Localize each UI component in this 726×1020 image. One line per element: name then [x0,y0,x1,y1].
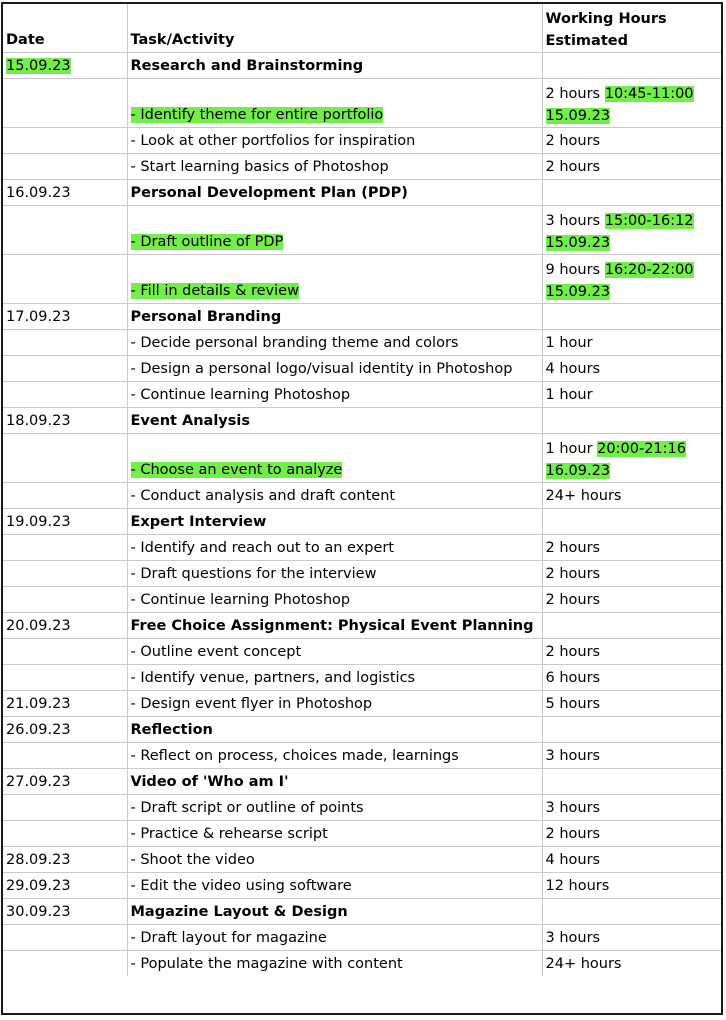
task-cell[interactable]: - Look at other portfolios for inspiration [127,128,542,154]
section-title-cell[interactable]: Research and Brainstorming [127,53,542,79]
hours-cell[interactable]: 2 hours [542,821,721,847]
section-title-cell[interactable]: Free Choice Assignment: Physical Event Planning [127,613,542,639]
date-cell[interactable]: 19.09.23 [3,509,127,535]
table-row [3,483,721,509]
table-row [3,79,721,128]
table-row [3,53,721,79]
task-cell[interactable]: - Start learning basics of Photoshop [127,154,542,180]
hours-cell[interactable] [542,769,721,795]
date-cell[interactable] [3,330,127,356]
table-row [3,873,721,899]
hours-cell[interactable]: 3 hours 15:00-16:12 15.09.23 [542,206,721,255]
task-cell[interactable]: - Identify theme for entire portfolio [127,79,542,128]
hours-cell[interactable]: 9 hours 16:20-22:00 15.09.23 [542,255,721,304]
date-cell[interactable] [3,356,127,382]
date-cell[interactable] [3,206,127,255]
table-row [3,613,721,639]
section-title-cell[interactable]: Personal Branding [127,304,542,330]
time-log-note: 20:00-21:16 16.09.23 [545,441,686,479]
header-hours[interactable]: Working Hours Estimated [542,4,721,53]
table-row [3,408,721,434]
date-cell[interactable]: 29.09.23 [3,873,127,899]
date-cell[interactable] [3,743,127,769]
header-task[interactable]: Task/Activity [127,4,542,53]
task-cell[interactable]: - Practice & rehearse script [127,821,542,847]
date-cell[interactable] [3,665,127,691]
table-row [3,665,721,691]
spreadsheet [1,2,723,1015]
hours-cell[interactable] [542,408,721,434]
header-date[interactable]: Date [3,4,127,53]
task-cell[interactable]: - Design event flyer in Photoshop [127,691,542,717]
table-row [3,951,721,977]
date-cell[interactable] [3,434,127,483]
hours-cell[interactable] [542,899,721,925]
task-cell[interactable]: - Design a personal logo/visual identity in Photoshop [127,356,542,382]
hours-cell[interactable]: 24+ hours [542,951,721,977]
date-cell[interactable]: 26.09.23 [3,717,127,743]
task-cell[interactable]: - Decide personal branding theme and colors [127,330,542,356]
hours-cell[interactable] [542,53,721,79]
task-cell[interactable]: - Reflect on process, choices made, learnings [127,743,542,769]
date-cell[interactable]: 18.09.23 [3,408,127,434]
date-cell[interactable] [3,128,127,154]
table-row [3,561,721,587]
hours-cell[interactable]: 1 hour [542,330,721,356]
hours-cell[interactable]: 3 hours [542,743,721,769]
section-title-cell[interactable]: Personal Development Plan (PDP) [127,180,542,206]
date-cell[interactable]: 21.09.23 [3,691,127,717]
table-row [3,639,721,665]
hours-cell[interactable]: 2 hours [542,587,721,613]
task-cell[interactable]: - Edit the video using software [127,873,542,899]
date-cell[interactable] [3,951,127,977]
table-row [3,925,721,951]
table-row [3,154,721,180]
section-title-cell[interactable]: Expert Interview [127,509,542,535]
date-cell[interactable]: 17.09.23 [3,304,127,330]
date-cell[interactable] [3,795,127,821]
task-cell[interactable]: - Fill in details & review [127,255,542,304]
date-cell[interactable] [3,535,127,561]
table-row [3,356,721,382]
date-cell[interactable] [3,821,127,847]
table-row [3,255,721,304]
date-cell[interactable] [3,925,127,951]
table-row [3,206,721,255]
task-cell[interactable]: - Identify venue, partners, and logistics [127,665,542,691]
hours-cell[interactable]: 2 hours [542,154,721,180]
date-cell[interactable]: 30.09.23 [3,899,127,925]
date-cell[interactable]: 27.09.23 [3,769,127,795]
hours-cell[interactable] [542,613,721,639]
section-title-cell[interactable]: Reflection [127,717,542,743]
task-table [3,4,721,976]
date-cell[interactable] [3,382,127,408]
task-cell[interactable]: - Shoot the video [127,847,542,873]
date-cell[interactable] [3,154,127,180]
hours-cell[interactable] [542,304,721,330]
hours-cell[interactable]: 2 hours 10:45-11:00 15.09.23 [542,79,721,128]
hours-cell[interactable] [542,180,721,206]
hours-cell[interactable]: 4 hours [542,356,721,382]
table-row [3,847,721,873]
date-cell[interactable] [3,255,127,304]
task-cell[interactable]: - Conduct analysis and draft content [127,483,542,509]
section-title-cell[interactable]: Event Analysis [127,408,542,434]
hours-cell[interactable]: 2 hours [542,639,721,665]
hours-cell[interactable] [542,509,721,535]
table-row [3,899,721,925]
hours-cell[interactable]: 2 hours [542,128,721,154]
task-cell[interactable]: - Populate the magazine with content [127,951,542,977]
date-cell[interactable]: 28.09.23 [3,847,127,873]
date-cell[interactable] [3,587,127,613]
date-cell[interactable] [3,79,127,128]
hours-cell[interactable]: 2 hours [542,535,721,561]
table-row [3,330,721,356]
table-row [3,509,721,535]
date-cell[interactable] [3,639,127,665]
table-row [3,821,721,847]
hours-cell[interactable]: 4 hours [542,847,721,873]
table-row [3,743,721,769]
task-cell[interactable]: - Draft questions for the interview [127,561,542,587]
time-log-note: 16:20-22:00 15.09.23 [545,262,694,300]
table-row [3,434,721,483]
table-row [3,128,721,154]
time-log-note: 10:45-11:00 15.09.23 [545,86,694,124]
hours-cell[interactable]: 12 hours [542,873,721,899]
date-cell[interactable] [3,561,127,587]
task-cell[interactable]: - Continue learning Photoshop [127,587,542,613]
hours-cell[interactable]: 1 hour [542,382,721,408]
task-cell[interactable]: - Continue learning Photoshop [127,382,542,408]
hours-cell[interactable]: 2 hours [542,561,721,587]
date-cell[interactable]: 20.09.23 [3,613,127,639]
date-cell[interactable] [3,483,127,509]
table-row [3,304,721,330]
section-title-cell[interactable]: Video of 'Who am I' [127,769,542,795]
table-row [3,180,721,206]
hours-cell[interactable]: 3 hours [542,925,721,951]
table-row [3,535,721,561]
table-row [3,691,721,717]
task-cell[interactable]: - Draft layout for magazine [127,925,542,951]
task-cell[interactable]: - Draft outline of PDP [127,206,542,255]
task-cell[interactable]: - Outline event concept [127,639,542,665]
time-log-note: 15:00-16:12 15.09.23 [545,213,694,251]
date-cell[interactable]: 16.09.23 [3,180,127,206]
hours-cell[interactable]: 24+ hours [542,483,721,509]
hours-cell[interactable]: 3 hours [542,795,721,821]
table-row [3,717,721,743]
table-row [3,382,721,408]
task-cell[interactable]: - Choose an event to analyze [127,434,542,483]
hours-cell[interactable]: 1 hour 20:00-21:16 16.09.23 [542,434,721,483]
table-row [3,795,721,821]
header-row [3,4,721,53]
task-cell[interactable]: - Draft script or outline of points [127,795,542,821]
task-cell[interactable]: - Identify and reach out to an expert [127,535,542,561]
date-cell[interactable]: 15.09.23 [3,53,127,79]
section-title-cell[interactable]: Magazine Layout & Design [127,899,542,925]
hours-cell[interactable]: 5 hours [542,691,721,717]
table-row [3,587,721,613]
table-row [3,769,721,795]
hours-cell[interactable] [542,717,721,743]
hours-cell[interactable]: 6 hours [542,665,721,691]
